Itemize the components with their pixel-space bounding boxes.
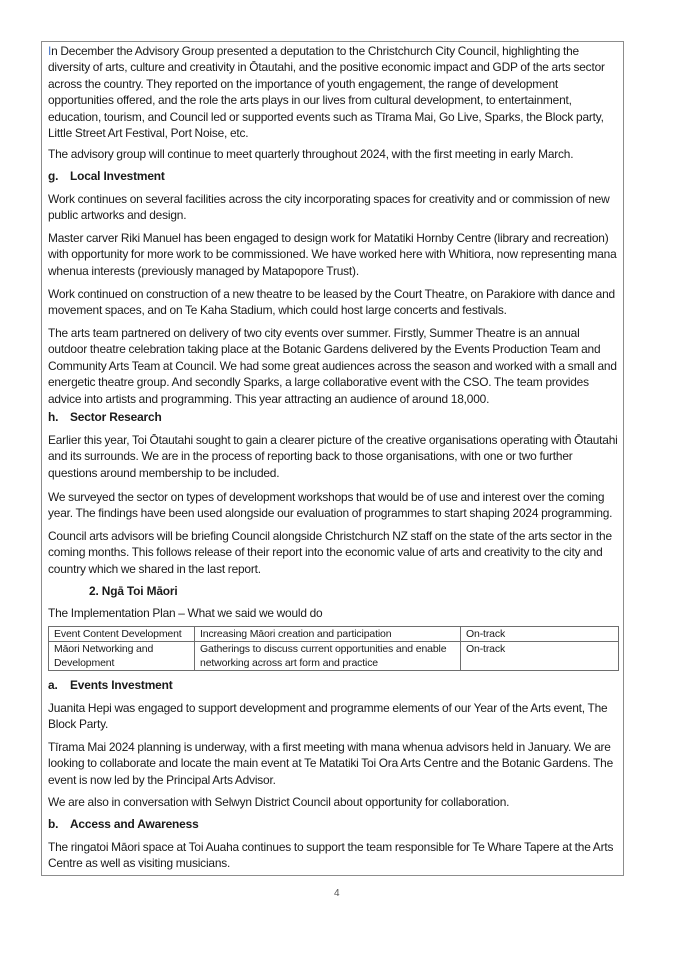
paragraph-advisory-quarterly: The advisory group will continue to meet quarterly throughout 2024, with the first meeting in early March.	[48, 147, 574, 161]
section-heading-nga-toi-maori: 2. Ngā Toi Māori	[89, 584, 178, 598]
paragraph-new-theatre: Work continued on construction of a new theatre to be leased by the Court Theatre, on Parakiore with dance and movement spaces, and on Te Kaha Stadium, which could host large concerts and festivals.	[48, 287, 615, 318]
table-cell-status: On-track	[461, 642, 619, 671]
section-heading-access-awareness: b. Access and Awareness	[48, 817, 199, 831]
paragraph-selwyn-council: We are also in conversation with Selwyn District Council about opportunity for collaboration.	[48, 795, 510, 809]
paragraph-ringatoi-space: The ringatoi Māori space at Toi Auaha continues to support the team responsible for Te Whare Tapere at the Arts Centre as well as visiting musicians.	[48, 840, 614, 871]
paragraph-master-carver: Master carver Riki Manuel has been engaged to design work for Matatiki Hornby Centre (library and recreation) with opportunity for more work to be commissioned. We have worked here with Whitiora, now representing mana whenua interests (previously managed by Matapopore Trust).	[48, 231, 617, 278]
table-cell-description: Gatherings to discuss current opportunities and enable networking across art form and practice	[195, 642, 461, 671]
paragraph-juanita-hepi: Juanita Hepi was engaged to support development and programme elements of our Year of the Arts event, The Block Party.	[48, 701, 608, 732]
section-heading-sector-research: h. Sector Research	[48, 410, 162, 424]
paragraph-toi-otautahi-survey: Earlier this year, Toi Ōtautahi sought to gain a clearer picture of the creative organisations operating with Ōtautahi and its surrounds. We are in the process of reporting back to those organisations, with one or two further questions around membership to be included.	[48, 433, 618, 480]
table-cell-description: Increasing Māori creation and participation	[195, 627, 461, 642]
page-number: 4	[334, 888, 340, 899]
intro-paragraph-advisory-deputation: In December the Advisory Group presented a deputation to the Christchurch City Council, highlighting the diversity of arts, culture and creativity in Ōtautahi, and the positive economic impact and GDP of the arts sector across the country. They reported on the importance of youth engagement, the range of development opportunities offered, and the role the arts plays in our lives from cultural development, to entertainment, education, tourism, and Council led or supported events such as Tīrama Mai, Go Live, Sparks, the Block party, Little Street Art Festival, Port Noise, etc.	[48, 44, 605, 141]
table-row	[49, 642, 619, 671]
table-cell-status: On-track	[461, 627, 619, 642]
document-content-box	[41, 41, 624, 876]
paragraph-development-workshops: We surveyed the sector on types of development workshops that would be of use and interest over the coming year. The findings have been used alongside our evaluation of programmes to start shaping 2024 programming.	[48, 490, 613, 521]
text-cursor-first-letter: I	[48, 44, 52, 58]
paragraph-facilities: Work continues on several facilities across the city incorporating spaces for creativity and or commission of new public artworks and design.	[48, 192, 610, 223]
paragraph-council-briefing: Council arts advisors will be briefing Council alongside Christchurch NZ staff on the state of the arts sector in the coming months. This follows release of their report into the economic value of arts and creativity to the city and country which we shared in the last report.	[48, 529, 612, 576]
table-row	[49, 627, 619, 642]
paragraph-city-events: The arts team partnered on delivery of two city events over summer. Firstly, Summer Theatre is an annual outdoor theatre celebration taking place at the Botanic Gardens delivered by the Events Production Team and Community Arts Team at Council. We had some great audiences across the season and worked with a small and energetic theatre group. And secondly Sparks, a large collaborative event with the CSO. The team provides advice into artists and programming. This year attracting an audience of around 18,000.	[48, 326, 617, 406]
table-cell-area: Māori Networking and Development	[49, 642, 195, 671]
implementation-plan-intro: The Implementation Plan – What we said we would do	[48, 606, 323, 620]
implementation-plan-table	[48, 626, 619, 671]
section-heading-events-investment: a. Events Investment	[48, 678, 173, 692]
section-heading-local-investment: g. Local Investment	[48, 169, 165, 183]
paragraph-tirama-mai: Tīrama Mai 2024 planning is underway, with a first meeting with mana whenua advisors held in January. We are looking to collaborate and locate the main event at Te Matatiki Toi Ora Arts Centre and the Botanic Gardens. The event is now led by the Principal Arts Advisor.	[48, 740, 614, 787]
table-cell-area: Event Content Development	[49, 627, 195, 642]
